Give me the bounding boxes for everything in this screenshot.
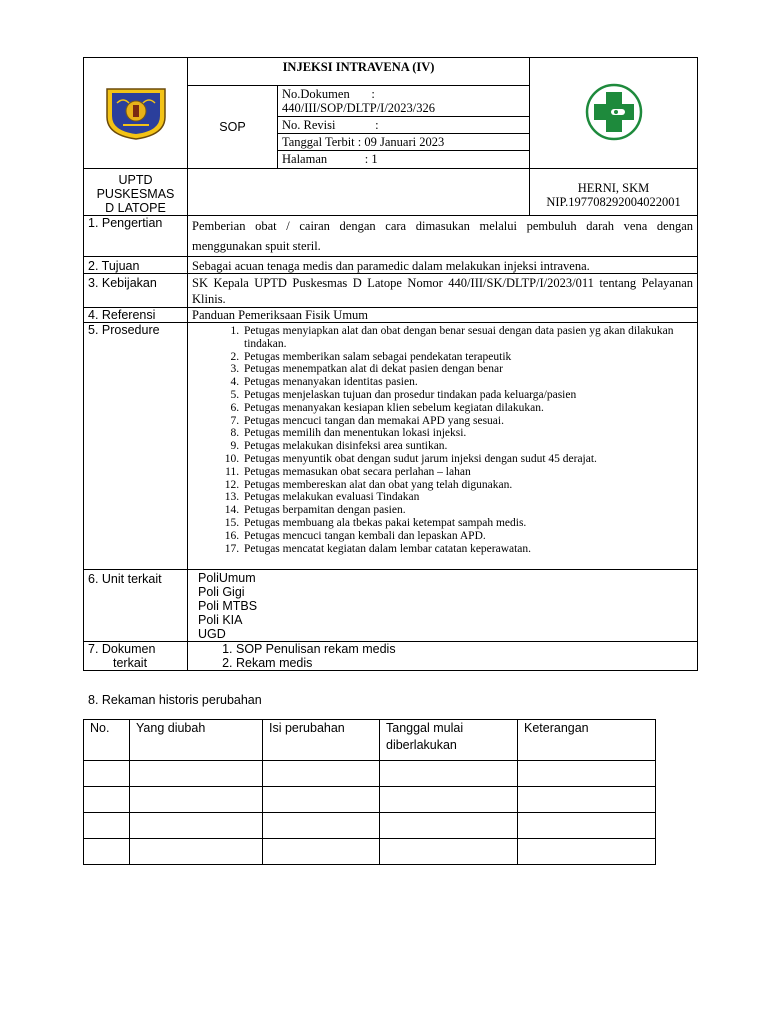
history-cell [380,813,518,839]
page-value: 1 [371,152,378,166]
blank-header-cell [188,169,530,216]
signature-block [530,169,698,216]
document-title: INJEKSI INTRAVENA (IV) [188,58,530,86]
related-unit: UGD [198,627,226,641]
history-column-header: Tanggal mulai diberlakukan [380,720,518,761]
history-cell [84,761,130,787]
section-text-tujuan: Sebagai acuan tenaga medis dan paramedic dalam melakukan injeksi intravena. [188,257,698,274]
table-row [84,787,656,813]
procedure-step: 7. Petugas mencuci tangan dan memakai APD yang sesuai. [242,415,693,428]
issue-date-value: 09 Januari 2023 [364,135,445,149]
page-row: Halaman : 1 [282,152,378,166]
sop-table [83,57,698,671]
issue-date-row: Tanggal Terbit : 09 Januari 2023 [278,134,529,151]
procedure-step: 2. Petugas memberikan salam sebagai pendekatan terapeutik [242,351,693,364]
related-document: 1. SOP Penulisan rekam medis [236,642,693,656]
table-row [84,813,656,839]
issue-date-label: Tanggal Terbit [282,135,355,149]
procedure-step: 1. Petugas menyiapkan alat dan obat dengan benar sesuai dengan data pasien yg akan dilakukan tindakan. [242,325,693,351]
history-cell [84,813,130,839]
related-unit: Poli Gigi [198,585,245,599]
history-cell [130,761,263,787]
procedure-step: 13. Petugas melakukan evaluasi Tindakan [242,491,693,504]
doc-number-value: 440/III/SOP/DLTP/I/2023/326 [282,101,436,115]
section-label-kebijakan: 3. Kebijakan [84,274,188,308]
procedure-step: 9. Petugas melakukan disinfeksi area suntikan. [242,440,693,453]
health-logo-cell [530,58,698,169]
section-label-unit-terkait: 6. Unit terkait [84,570,188,642]
procedure-step: 11. Petugas memasukan obat secara perlahan – lahan [242,466,693,479]
history-cell [84,839,130,865]
doc-number-row: No.Dokumen : 440/III/SOP/DLTP/I/2023/326 [278,86,529,117]
procedure-step: 8. Petugas memilih dan menentukan lokasi injeksi. [242,427,693,440]
procedure-step: 15. Petugas membuang ala tbekas pakai ketempat sampah medis. [242,517,693,530]
procedure-step: 16. Petugas mencuci tangan kembali dan lepaskan APD. [242,530,693,543]
history-cell [130,813,263,839]
table-row [84,839,656,865]
dokumen-label-line-1: 7. Dokumen [88,642,156,656]
page-label: Halaman [282,152,328,166]
procedure-step: 12. Petugas membereskan alat dan obat yang telah digunakan. [242,479,693,492]
section-label-prosedure: 5. Prosedure [84,323,188,570]
history-cell [84,787,130,813]
signer-name: HERNI, SKM [577,181,650,195]
history-cell [130,787,263,813]
section-label-tujuan: 2. Tujuan [84,257,188,274]
procedure-steps [192,325,693,555]
section-label-dokumen-terkait [84,642,188,671]
procedure-step: 17. Petugas mencatat kegiatan dalam lembar catatan keperawatan. [242,543,693,556]
table-row [84,761,656,787]
history-header-row [84,720,656,761]
section-label-pengertian: 1. Pengertian [84,216,188,257]
related-units [188,570,698,642]
history-column-header: Keterangan [518,720,656,761]
document-meta [278,86,529,167]
institution-line-2: PUSKESMAS [96,187,175,201]
history-table [83,719,656,865]
related-unit: Poli KIA [198,613,243,627]
history-cell [263,813,380,839]
history-cell [518,813,656,839]
section-label-referensi: 4. Referensi [84,308,188,323]
section-prosedure [188,323,698,570]
history-column-header: No. [84,720,130,761]
regency-logo-cell [84,58,188,169]
sop-label: SOP [188,86,278,169]
procedure-step: 5. Petugas menjelaskan tujuan dan prosedur tindakan pada keluarga/pasien [242,389,693,402]
puskesmas-cross-icon [580,83,648,141]
related-documents [192,642,693,670]
history-cell [380,787,518,813]
history-cell [380,761,518,787]
section-dokumen-terkait [188,642,698,671]
related-unit: PoliUmum [198,571,256,585]
history-column-header: Yang diubah [130,720,263,761]
history-cell [263,787,380,813]
related-unit: Poli MTBS [198,599,258,613]
institution-line-1: UPTD [118,173,153,187]
section-text-pengertian: Pemberian obat / cairan dengan cara dimasukan melalui pembuluh darah vena dengan menggunakan spuit steril. [188,216,698,257]
institution-name [84,169,188,216]
procedure-step: 3. Petugas menempatkan alat di dekat pasien dengan benar [242,363,693,376]
section-text-referensi: Panduan Pemeriksaan Fisik Umum [188,308,698,323]
institution-line-3: D LATOPE [105,201,166,215]
history-column-header: Isi perubahan [263,720,380,761]
history-cell [518,839,656,865]
doc-number-label: No.Dokumen [282,87,350,101]
signer-nip: NIP.197708292004022001 [546,195,681,209]
procedure-step: 4. Petugas menanyakan identitas pasien. [242,376,693,389]
revision-row: No. Revisi : [278,117,529,134]
dokumen-label-line-2: terkait [113,656,148,670]
history-cell [263,761,380,787]
history-cell [518,761,656,787]
procedure-step: 10. Petugas menyuntik obat dengan sudut jarum injeksi dengan sudut 45 derajat. [242,453,693,466]
section-text-kebijakan: SK Kepala UPTD Puskesmas D Latope Nomor 440/III/SK/DLTP/I/2023/011 tentang Pelayanan Klinis. [188,274,698,308]
history-heading: 8. Rekaman historis perubahan [88,693,262,707]
document-meta-cell [278,86,530,169]
procedure-step: 14. Petugas berpamitan dengan pasien. [242,504,693,517]
history-cell [380,839,518,865]
revision-label: No. Revisi [282,118,336,132]
history-cell [263,839,380,865]
related-document: 2. Rekam medis [236,656,693,670]
regency-emblem-icon [103,83,169,141]
procedure-step: 6. Petugas menanyakan kesiapan klien sebelum kegiatan dilakukan. [242,402,693,415]
history-cell [130,839,263,865]
history-cell [518,787,656,813]
